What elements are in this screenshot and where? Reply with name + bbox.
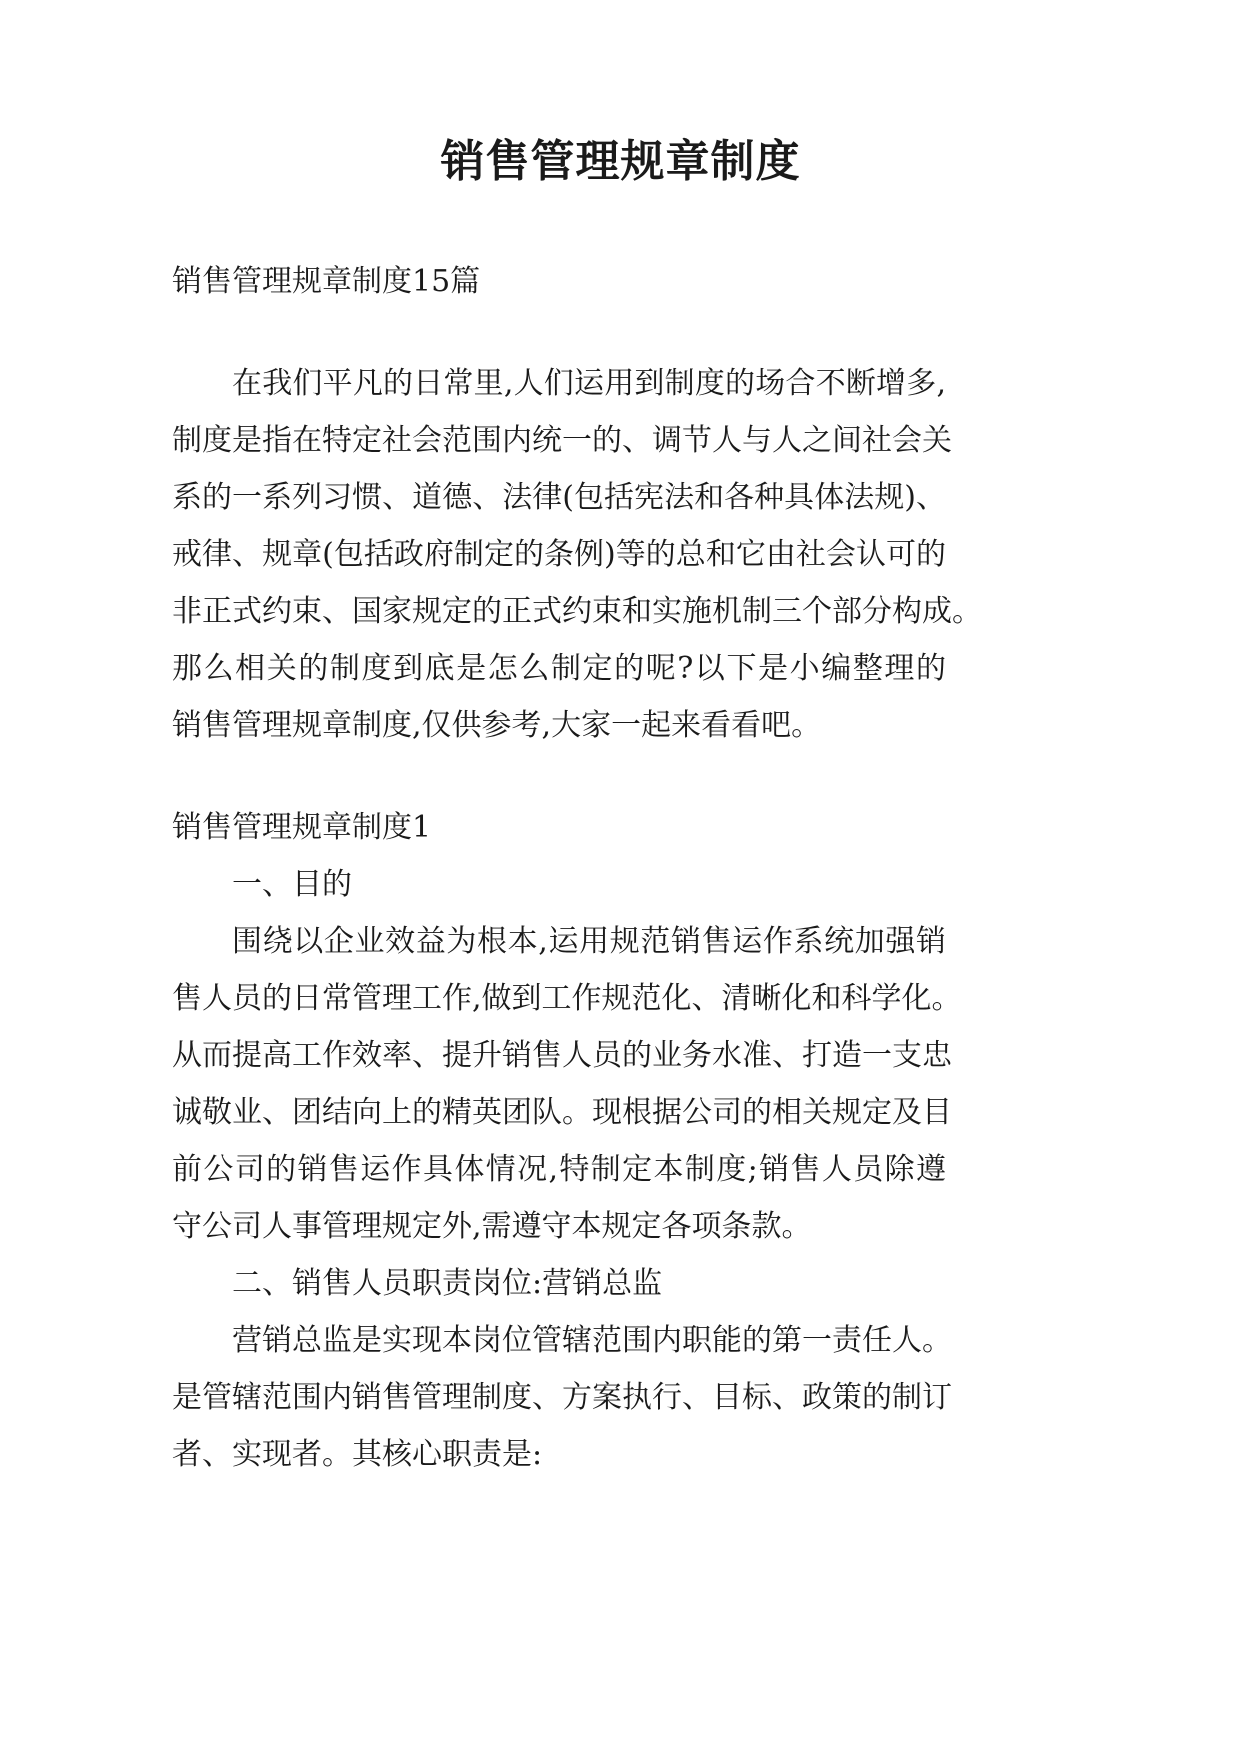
paragraph-line: 围绕以企业效益为根本,运用规范销售运作系统加强销 — [232, 924, 946, 959]
intro-line: 制度是指在特定社会范围内统一的、调节人与人之间社会关 — [172, 423, 952, 458]
paragraph-line: 售人员的日常管理工作,做到工作规范化、清晰化和科学化。 — [172, 981, 962, 1016]
paragraph-line: 守公司人事管理规定外,需遵守本规定各项条款。 — [172, 1209, 812, 1244]
intro-line: 销售管理规章制度,仅供参考,大家一起来看看吧。 — [172, 708, 822, 743]
paragraph-line: 者、实现者。其核心职责是: — [172, 1437, 543, 1472]
part-heading-purpose: 一、目的 — [232, 867, 352, 902]
paragraph-line: 诚敬业、团结向上的精英团队。现根据公司的相关规定及目 — [172, 1095, 952, 1130]
paragraph-line: 前公司的销售运作具体情况,特制定本制度;销售人员除遵 — [172, 1152, 946, 1187]
part-heading-duties: 二、销售人员职责岗位:营销总监 — [232, 1266, 663, 1301]
intro-line: 戒律、规章(包括政府制定的条例)等的总和它由社会认可的 — [172, 537, 946, 572]
intro-line: 在我们平凡的日常里,人们运用到制度的场合不断增多, — [232, 366, 946, 401]
section-heading: 销售管理规章制度1 — [172, 810, 432, 845]
page-title: 销售管理规章制度 — [440, 136, 801, 187]
intro-line: 那么相关的制度到底是怎么制定的呢?以下是小编整理的 — [172, 651, 946, 686]
paragraph-line: 是管辖范围内销售管理制度、方案执行、目标、政策的制订 — [172, 1380, 952, 1415]
document-subtitle: 销售管理规章制度15篇 — [172, 264, 481, 299]
intro-line: 非正式约束、国家规定的正式约束和实施机制三个部分构成。 — [172, 594, 982, 629]
paragraph-line: 营销总监是实现本岗位管辖范围内职能的第一责任人。 — [232, 1323, 952, 1358]
paragraph-line: 从而提高工作效率、提升销售人员的业务水准、打造一支忠 — [172, 1038, 952, 1073]
intro-line: 系的一系列习惯、道德、法律(包括宪法和各种具体法规)、 — [172, 480, 946, 515]
